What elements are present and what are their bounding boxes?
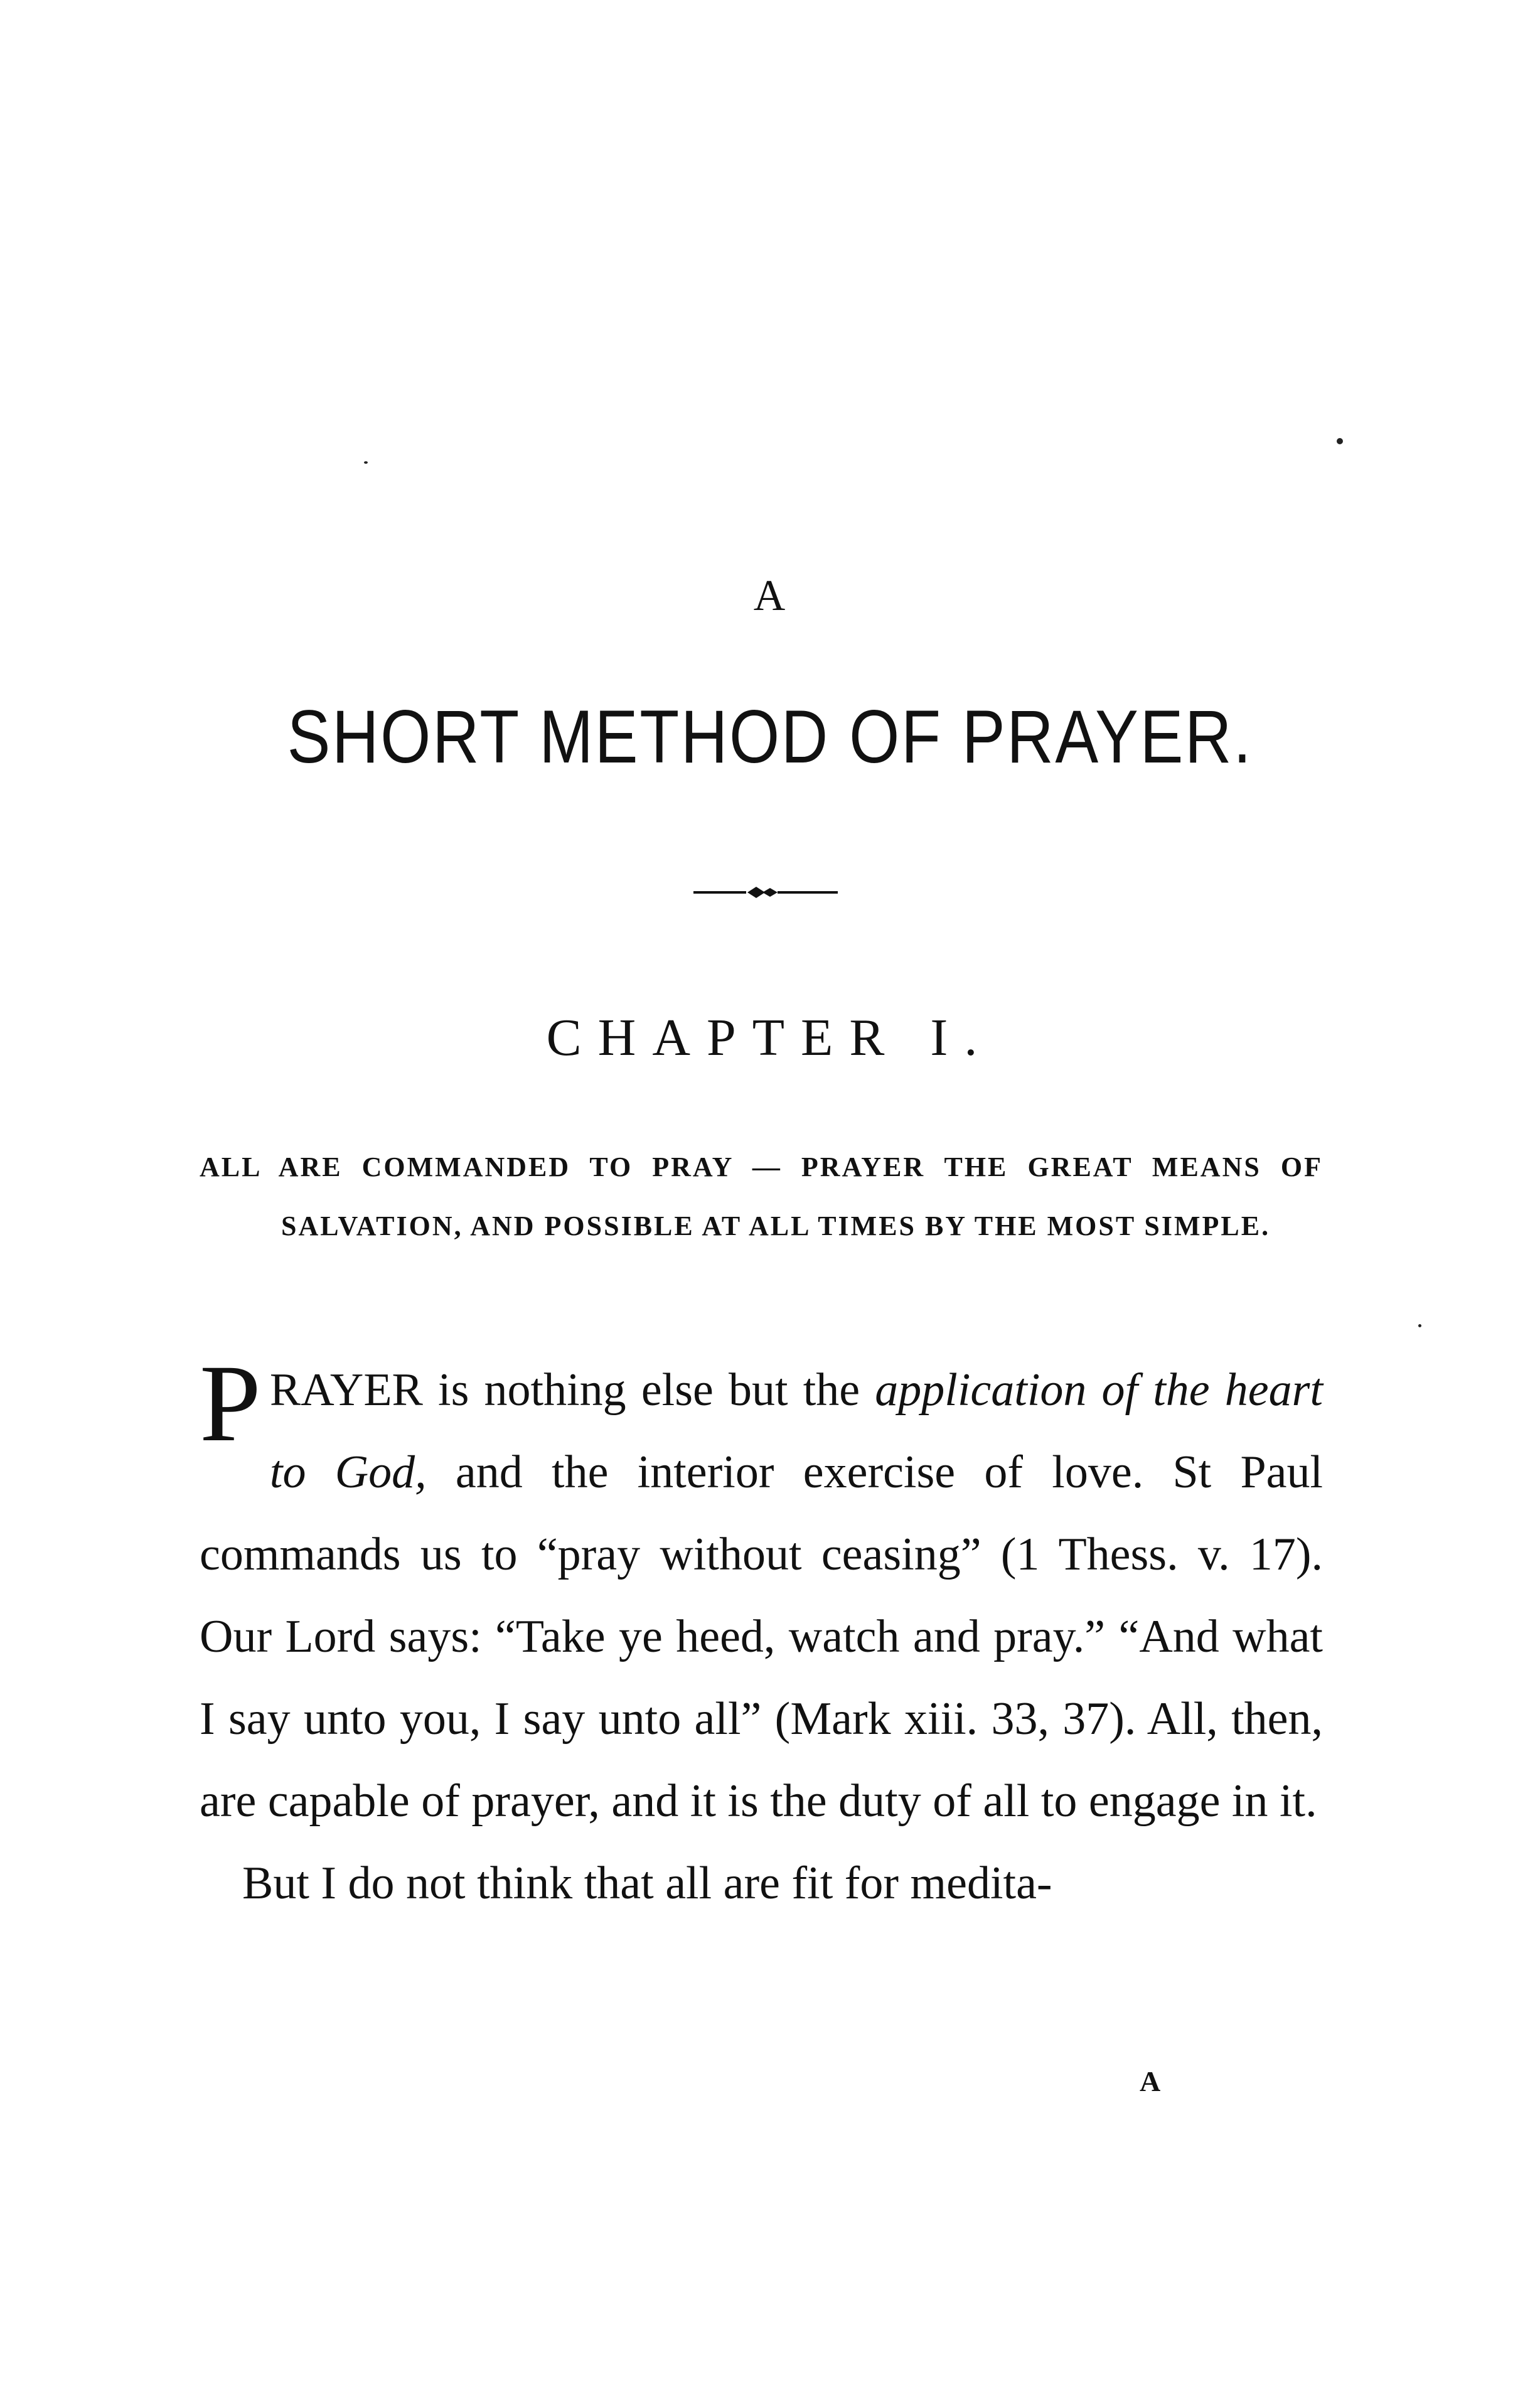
chapter-heading: CHAPTER I. [546,1008,994,1067]
drop-cap: P [200,1342,261,1465]
paragraph-1-lead: RAYER is nothing else but the [269,1364,875,1416]
body-text [200,1342,1323,1925]
ink-speck [1337,438,1343,444]
paragraph-1-rest: and the interior exercise of love. St Paul commands us to “pray without ceasing” (1 Thess. v. 17). Our Lord says: “Take ye heed, watch and pray.” “And what I say unto you, I say unto all” (Mark xiii. 33, 37). All, then, are capable of prayer, and it is the duty of all to engage in it. [200,1447,1323,1827]
ink-speck [1418,1324,1421,1327]
paragraph-1 [200,1342,1323,1843]
title-article: A [753,572,787,620]
paragraph-2: But I do not think that all are fit for medita- [242,1858,1052,1909]
ornament-divider-icon [693,885,838,900]
chapter-summary: ALL ARE COMMANDED TO PRAY — PRAYER THE GREAT MEANS OF SALVATION, AND POSSIBLE AT ALL TIMES BY THE MOST SIMPLE. [200,1152,1323,1241]
signature-mark: A [1140,2065,1161,2097]
paragraph-1-emphasis: application of the heart to God, [269,1364,1323,1498]
page-title: SHORT METHOD OF PRAYER. [287,695,1253,779]
ink-speck [364,461,368,464]
